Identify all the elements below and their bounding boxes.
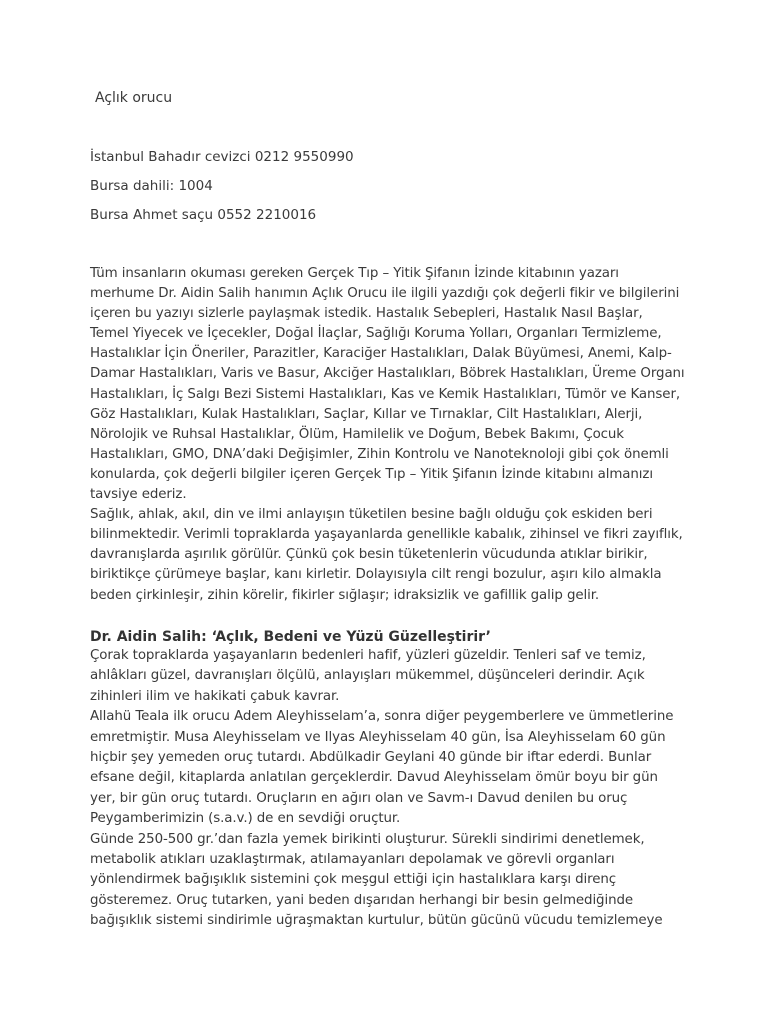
section-heading: Dr. Aidin Salih: ‘Açlık, Bedeni ve Yüzü Güzelleştirir’ bbox=[90, 629, 491, 645]
contact-line-bursa: Bursa Ahmet saçu 0552 2210016 bbox=[90, 207, 317, 223]
article-section bbox=[90, 646, 685, 932]
intro-paragraph: Tüm insanların okuması gereken Gerçek Tıp – Yitik Şifanın İzinde kitabının yazarı merhume Dr. Aidin Salih hanımın Açlık Orucu ile ilgili yazdığı çok değerli fikir ve bilgilerini içeren bu yazıyı sizlerle paylaşmak istedik. Hastalık Sebepleri, Hastalık Nasıl Başlar, Temel Yiyecek ve İçecekler, Doğal İlaçlar, Sağlığı Koruma Yolları, Organları Termizleme, Hastalıklar İçin Öneriler, Parazitler, Karaciğer Hastalıkları, Dalak Büyümesi, Anemi, Kalp-Damar Hastalıkları, Varis ve Basur, Akciğer Hastalıkları, Böbrek Hastalıkları, Üreme Organı Hastalıkları, İç Salgı Bezi Sistemi Hastalıkları, Kas ve Kemik Hastalıkları, Tümör ve Kanser, Göz Hastalıkları, Kulak Hastalıkları, Saçlar, Kıllar ve Tırnaklar, Cilt Hastalıkları, Alerji, Nörolojik ve Ruhsal Hastalıklar, Ölüm, Hamilelik ve Doğum, Bebek Bakımı, Çocuk Hastalıkları, GMO, DNA’daki Değişimler, Zihin Kontrolu ve Nanoteknoloji gibi çok önemli konularda, çok değerli bilgiler içeren Gerçek Tıp – Yitik Şifanın İzinde kitabını almanızı tavsiye ederiz. bbox=[90, 266, 685, 503]
document-title: Açlık orucu bbox=[95, 90, 173, 106]
article-paragraph: Çorak topraklarda yaşayanların bedenleri hafif, yüzleri güzeldir. Tenleri saf ve temiz, ahlâkları güzel, davranışları ölçülü, anlayışları mükemmel, düşünceleri derindir. Açık zihinleri ilim ve hakikati çabuk kavrar. bbox=[90, 648, 646, 704]
contact-line-bursa-dahili: Bursa dahili: 1004 bbox=[90, 178, 213, 194]
contact-line-istanbul: İstanbul Bahadır cevizci 0212 9550990 bbox=[90, 149, 354, 165]
contact-list bbox=[90, 147, 354, 234]
article-paragraph: Günde 250-500 gr.’dan fazla yemek birikinti oluşturur. Sürekli sindirimi denetlemek, metabolik atıkları uzaklaştırmak, atılamayanları depolamak ve görevli organları yönlendirmek bağışıklık sistemini çok meşgul ettiği için hastalıklara karşı direnç gösteremez. Oruç tutarken, yani beden dışarıdan herhangi bir besin gelmediğinde bağışıklık sistemi sindirimle uğraşmaktan kurtulur, bütün gücünü vücudu temizlemeye bbox=[90, 831, 663, 929]
intro-paragraph: Sağlık, ahlak, akıl, din ve ilmi anlayışın tüketilen besine bağlı olduğu çok eskiden beri bilinmektedir. Verimli topraklarda yaşayanlarda genellikle kabalık, zihinsel ve fikri zayıflık, davranışlarda aşırılık görülür. Çünkü çok besin tüketenlerin vücudunda atıklar birikir, biriktikçe çürümeye başlar, kanı kirletir. Dolayısıyla cilt rengi bozulur, aşırı kilo almakla beden çirkinleşir, zihin körelir, fikirler sığlaşır; idraksizlik ve gafillik galip gelir. bbox=[90, 507, 683, 603]
article-paragraph: Allahü Teala ilk orucu Adem Aleyhisselam’a, sonra diğer peygemberlere ve ümmetlerine emretmiştir. Musa Aleyhisselam ve Ilyas Aleyhisselam 40 gün, İsa Aleyhisselam 60 gün hiçbir şey yemeden oruç tutardı. Abdülkadir Geylani 40 günde bir iftar ederdi. Bunlar efsane değil, kitaplarda anlatılan gerçeklerdir. Davud Aleyhisselam ömür boyu bir gün yer, bir gün oruç tutardı. Oruçların en ağırı olan ve Savm-ı Davud denilen bu oruç Peygamberimizin (s.a.v.) de en sevdiği oruçtur. bbox=[90, 709, 674, 827]
intro-section bbox=[90, 264, 685, 606]
